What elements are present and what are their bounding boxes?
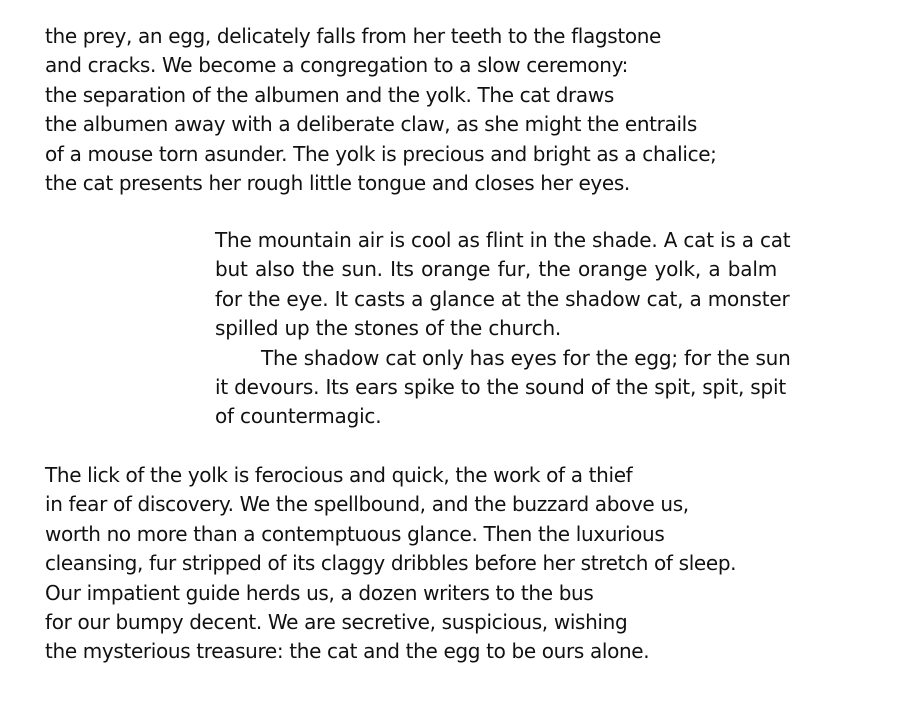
poem-line: Our impatient guide herds us, a dozen writers to the bus bbox=[45, 580, 594, 605]
poem-line: The mountain air is cool as flint in the shade. A cat is a cat bbox=[215, 228, 791, 252]
poem-line: the mysterious treasure: the cat and the egg to be ours alone. bbox=[45, 639, 650, 664]
poem-line: the separation of the albumen and the yolk. The cat draws bbox=[45, 82, 614, 107]
poem-line: worth no more than a contemptuous glance. Then the luxurious bbox=[45, 521, 665, 546]
poem-line: spilled up the stones of the church. bbox=[215, 316, 562, 341]
stanza-1 bbox=[45, 22, 717, 198]
poem-line: it devours. Its ears spike to the sound of the spit, spit, spit bbox=[215, 375, 787, 400]
poem-line: the albumen away with a deliberate claw, as she might the entrails bbox=[45, 112, 697, 137]
poem-line: cleansing, fur stripped of its claggy dribbles before her stretch of sleep. bbox=[45, 551, 737, 576]
poem-line: The lick of the yolk is ferocious and quick, the work of a thief bbox=[45, 463, 633, 487]
poem-line: The shadow cat only has eyes for the egg; for the sun bbox=[261, 345, 791, 370]
poem-line: in fear of discovery. We the spellbound, and the buzzard above us, bbox=[45, 492, 689, 517]
poem-line: for our bumpy decent. We are secretive, suspicious, wishing bbox=[45, 610, 628, 635]
poem-line: the prey, an egg, delicately falls from her teeth to the flagstone bbox=[45, 24, 661, 48]
poem-line: the cat presents her rough little tongue and closes her eyes. bbox=[45, 171, 630, 196]
poem-line: of countermagic. bbox=[215, 404, 382, 429]
stanza-2-indented bbox=[215, 226, 791, 432]
poem-line: and cracks. We become a congregation to a slow ceremony: bbox=[45, 53, 629, 78]
poem-line: for the eye. It casts a glance at the shadow cat, a monster bbox=[215, 286, 790, 311]
stanza-3 bbox=[45, 461, 736, 667]
poem-line: but also the sun. Its orange fur, the orange yolk, a balm bbox=[215, 257, 777, 282]
poem-line: of a mouse torn asunder. The yolk is precious and bright as a chalice; bbox=[45, 141, 717, 166]
